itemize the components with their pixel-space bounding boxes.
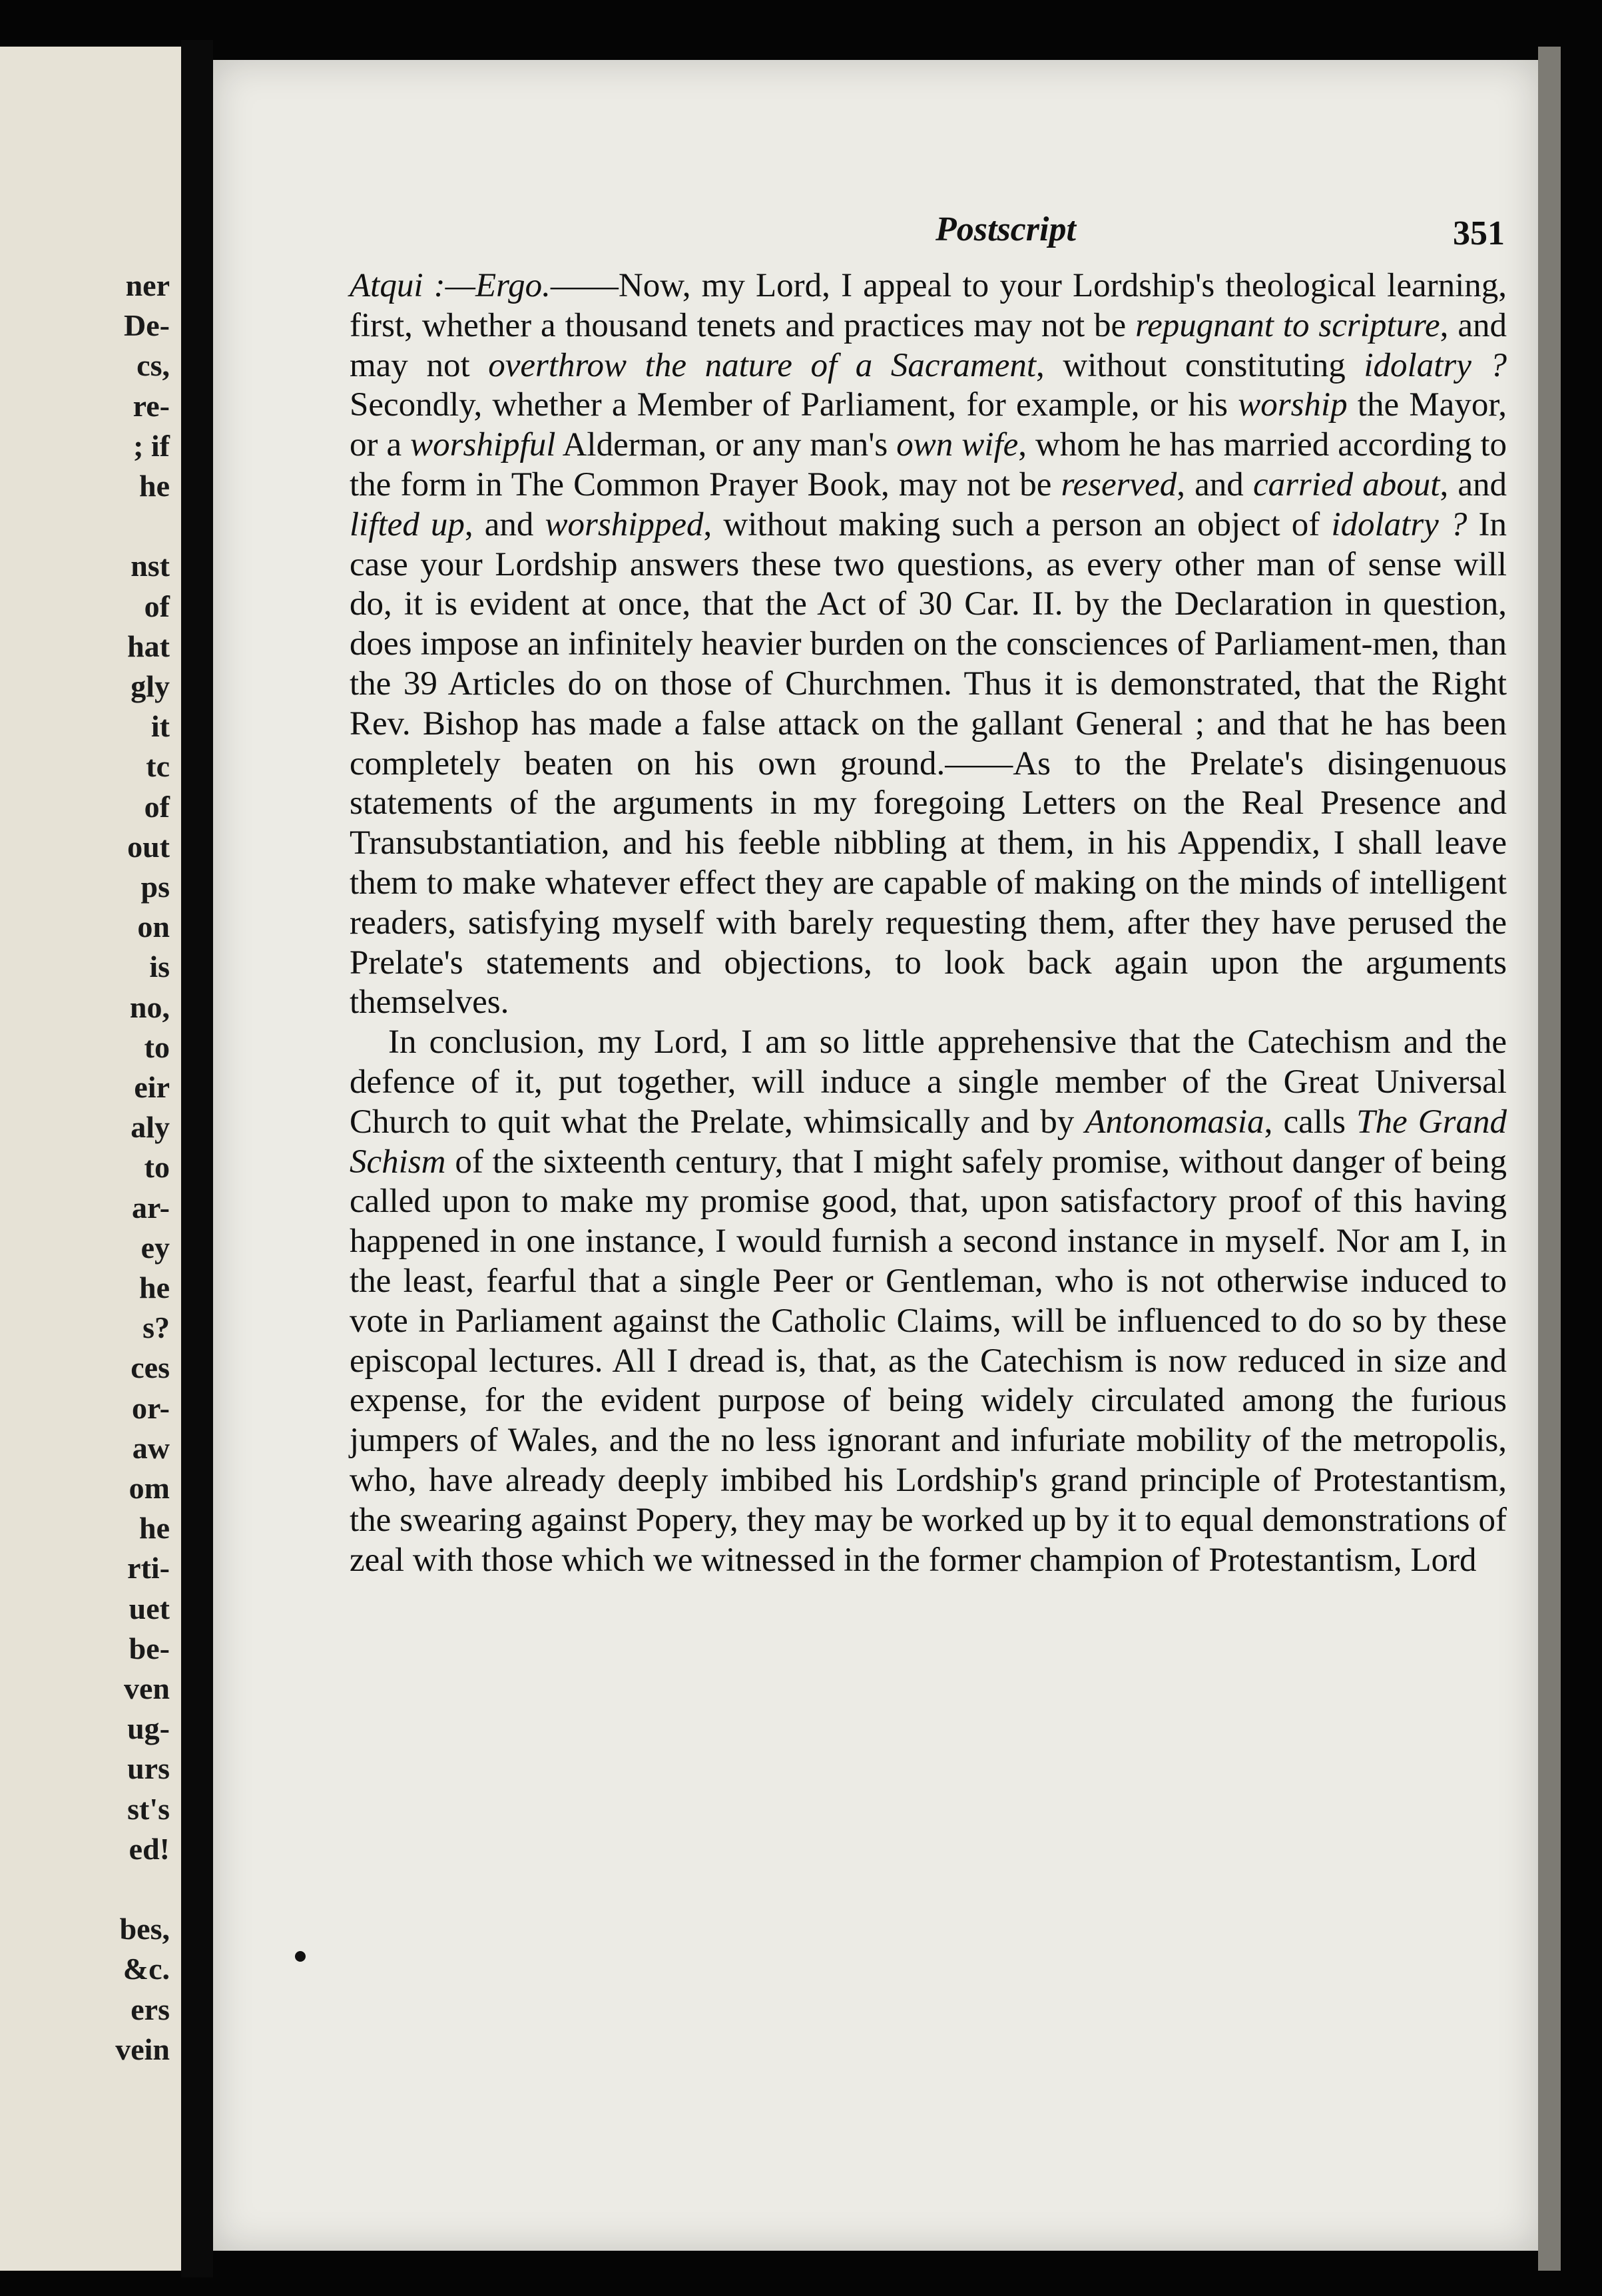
facing-page-fragment: &c.	[123, 1952, 170, 1986]
page-number: 351	[1453, 214, 1505, 252]
facing-page-fragment: re-	[133, 388, 170, 423]
facing-page-fragment: ed!	[129, 1831, 170, 1866]
facing-page-fragment: aw	[132, 1430, 170, 1465]
text-run: In conclusion, my Lord, I am so little apprehensive that the Catechism and the defence of it, put together, will induce a single member of the Great Universal Church to quit what the Prelate, whimsically and by	[350, 1023, 1507, 1141]
text-run: of the sixteenth century, that I might safely promise, without danger of being called upon to make my promise good, that, upon satisfactory proof of this having happened in one instance, I would furnish a second instance in myself. Nor am I, in the least, fearful that a single Peer or Gentleman, who is not otherwise induced to vote in Parliament against the Catholic Claims, will be influenced to do so by these episcopal lectures. All I dread is, that, as the Catechism is now reduced in size and expense, for the evident purpose of being widely circulated among the furious jumpers of Wales, and the no less ignorant and infuriate mobility of the metropolis, who, have already deeply imbibed his Lordship's grand principle of Protestantism, the swearing against Popery, they may be worked up by it to equal demonstrations of zeal with those which we witnessed in the former champion of Protestantism, Lord	[350, 1143, 1507, 1579]
facing-page-fragment: nst	[131, 549, 170, 583]
facing-page-edge	[0, 47, 181, 2271]
facing-page-fragment: ces	[131, 1350, 170, 1385]
facing-page-fragment: ar-	[131, 1190, 170, 1225]
italic-text: own wife	[896, 426, 1019, 464]
facing-page-fragment: urs	[127, 1751, 170, 1786]
facing-page-fragment: vein	[115, 2032, 170, 2066]
facing-page-fragment: rti-	[127, 1551, 170, 1585]
italic-text: idolatry ?	[1331, 505, 1468, 543]
facing-page-fragment: ven	[124, 1671, 170, 1705]
italic-text: overthrow the nature of a Sacrament	[488, 346, 1037, 384]
italic-text: worshipped	[545, 505, 704, 543]
text-run: Alderman, or any man's	[555, 426, 897, 464]
body-text	[350, 266, 1507, 1580]
facing-page-fragment: or-	[131, 1390, 170, 1425]
text-run: , and	[1177, 465, 1253, 503]
text-run: , and may not	[350, 306, 1507, 384]
ink-speck	[295, 1951, 306, 1962]
text-run: the Mayor, or a	[350, 386, 1507, 464]
facing-page-fragment: be-	[129, 1631, 170, 1665]
facing-page-fragment: De-	[124, 308, 170, 343]
italic-text: repugnant to scripture	[1135, 306, 1440, 344]
book-gutter	[181, 40, 213, 2277]
facing-page-fragment: st's	[127, 1791, 170, 1826]
italic-text: carried about	[1252, 465, 1440, 503]
facing-page-fragment: hat	[127, 629, 170, 663]
facing-page-fragment: om	[129, 1471, 170, 1505]
italic-text: Antonomasia	[1085, 1103, 1264, 1141]
facing-page-fragment: aly	[131, 1110, 170, 1145]
facing-page-fragment: is	[149, 950, 170, 984]
text-run: , and	[1440, 465, 1507, 503]
facing-page-fragment: it	[150, 709, 170, 744]
italic-text: The Grand Schism	[350, 1103, 1507, 1181]
facing-page-fragment: ers	[131, 1992, 170, 2026]
facing-page-fragment: ner	[125, 268, 170, 302]
italic-text: idolatry ?	[1364, 346, 1507, 384]
paragraph	[350, 1023, 1507, 1580]
facing-page-fragment: of	[144, 789, 170, 824]
text-run: , and	[464, 505, 545, 543]
facing-page-fragment: s?	[142, 1310, 170, 1345]
facing-page-fragment: he	[139, 1271, 170, 1304]
text-run: ——Now, my Lord, I appeal to your Lordship's theological learning, first, whether a thousand tenets and practices may not be	[350, 267, 1507, 344]
facing-page-fragment: out	[127, 829, 170, 864]
italic-text: worshipful	[410, 426, 556, 464]
italic-text: worship	[1238, 386, 1348, 424]
text-run: In case your Lordship answers these two questions, as every other man of sense will do, it is evident at once, that the Act of 30 Car. II. by the Declaration in question, does impose an infinitely heavier burden on the consciences of Parliament-men, than the 39 Articles do on those of Churchmen. Thus it is demonstrated, that the Right Rev. Bishop has made a false attack on the gallant General ; and that he has been completely beaten on his own ground.——As to the Prelate's disingenuous statements of the arguments in my foregoing Letters on the Real Presence and Transubstantiation, and his feeble nibbling at them, in his Appendix, I shall leave them to make whatever effect they are capable of making on the minds of intelligent readers, satisfying myself with barely requesting them, after they have perused the Prelate's statements and objections, to look back again upon the arguments themselves.	[350, 505, 1507, 1021]
page-right-edge	[1538, 47, 1561, 2271]
text-run: , without making such a person an object of	[703, 505, 1332, 543]
facing-page-fragment: to	[144, 1029, 170, 1064]
paragraph	[350, 266, 1507, 1023]
facing-page-fragment: no,	[129, 990, 170, 1024]
facing-page-fragment: ; if	[133, 428, 170, 463]
facing-page-fragment: ey	[140, 1230, 170, 1265]
facing-page-fragment: of	[144, 589, 170, 623]
italic-text: lifted up	[350, 505, 465, 543]
facing-page-fragment: he	[139, 1511, 170, 1546]
facing-page-fragment: ps	[140, 870, 170, 904]
book-page	[213, 60, 1538, 2251]
facing-page-fragment: bes,	[119, 1912, 170, 1946]
italic-text: reserved	[1061, 465, 1177, 503]
text-run: , calls	[1264, 1103, 1357, 1141]
text-run: , without constituting	[1036, 346, 1364, 384]
facing-page-fragment: gly	[131, 669, 170, 703]
facing-page-fragment: to	[144, 1150, 170, 1185]
text-run: Secondly, whether a Member of Parliament, for example, or his	[350, 386, 1238, 424]
facing-page-fragment: cs,	[136, 348, 170, 383]
page-header	[346, 210, 1505, 263]
facing-page-fragment: on	[137, 910, 170, 944]
facing-page-fragment: ug-	[127, 1711, 170, 1746]
running-head: Postscript	[935, 210, 1076, 248]
text-run: , whom he has married according to the form in The Common Prayer Book, may not be	[350, 426, 1507, 503]
facing-page-fragment: uet	[129, 1591, 170, 1625]
facing-page-fragment: tc	[146, 749, 170, 784]
italic-text: Atqui :—Ergo.	[350, 267, 551, 304]
facing-page-fragment: he	[139, 469, 170, 503]
facing-page-fragment: eir	[134, 1070, 170, 1104]
